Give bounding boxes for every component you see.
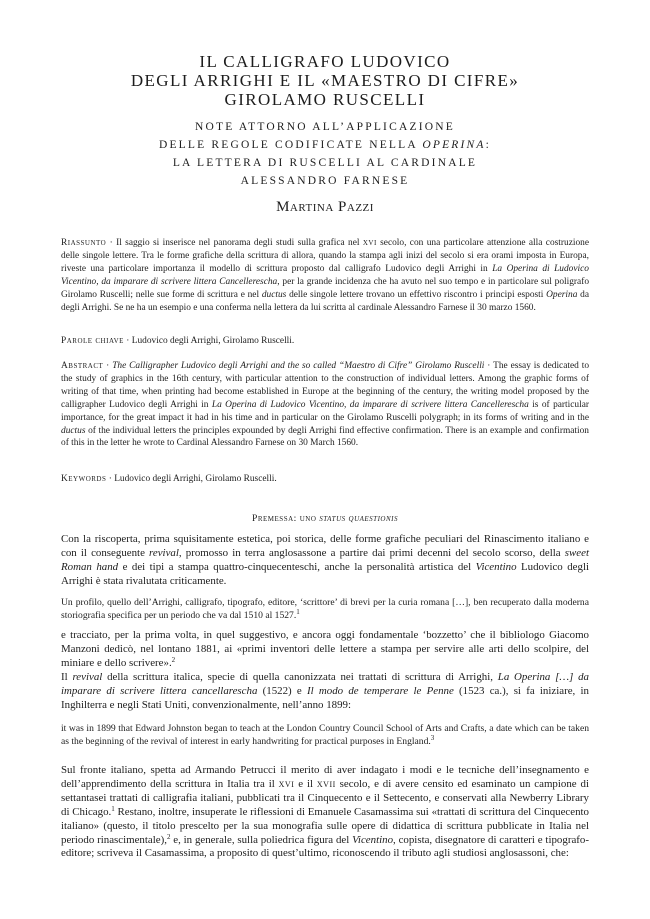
abstract-paragraph [61,360,589,450]
keywords-paragraph [61,473,589,486]
riassunto-text-a: Il saggio si inserisce nel panorama degli studi sulla grafica nel [116,238,363,248]
title-line-2: DEGLI ARRIGHI E IL «MAESTRO DI CIFRE» [130,71,520,90]
para1-text-a: Con la riscoperta, prima squisitamente estetica, poi storica, delle forme grafiche peculiari del Rinascimento italiano e con il conseguente [61,533,589,559]
para1-text-b: , promosso in terra anglosassone a partire dai primi decenni del secolo scorso, della [178,546,565,559]
abstract-text-c: of the individual letters the principles expounded by degli Arrighi find effective confirmation. There is an example and confirmation of this in the letter he wrote to Cardinal Alessandro Farnese on 30 March 1560. [61,425,589,449]
parole-chiave-paragraph [61,335,589,348]
subtitle-line-2 [0,136,650,154]
quote-paragraph-1 [61,597,589,622]
riassunto-text-b: secolo, con una particolare attenzione alla costruzione delle singole lettere. Tra le forme grafiche della scrittura di allora, quando la stampa agli inizi del secolo si era orami imposta in Europa, riveste una particolare importanza il modello di scrittura proposto dal calligrafo Ludovico degli Arrighi in [61,238,589,274]
para5-text-f: , copista, disegnatore di caratteri e tipografo-editore; scriveva il Casamassima, a proposito di quest’ultimo, riconoscendo il tributo agli studiosi anglosassoni, che: [61,833,589,860]
para4-modo-title: Il modo de temperare le Penne [307,684,454,697]
abstract-label: Abstract [61,361,104,371]
para4-text-a: Il [61,670,73,683]
title-line-3: GIROLAMO RUSCELLI [224,90,426,109]
riassunto-operina-title: La Operina di Ludovico Vicentino, da imparare di scrivere littera Cancellerescha [61,263,589,287]
para5-text-c: secolo, e di avere censito ed esaminato un campione di settantasei trattati di calligrafia italiani, pubblicati tra il Cinquecento e il Settecento, e conservati alla Newberry Library di Chicago. [61,777,589,818]
parole-chiave-separator: · [123,336,132,346]
footnote-ref-5: 2 [166,832,171,841]
riassunto-century: xvi [362,238,377,248]
author-name: Martina Pazzi [276,199,374,215]
subtitle-colon: : [485,139,492,151]
riassunto-ductus: ductus [261,289,287,300]
section-heading-premessa [0,513,650,524]
para4-text-b: della scrittura italica, specie di quella canonizzata nei trattati di scrittura di Arrighi, [102,670,498,683]
footnote-ref-1: 1 [296,607,300,616]
riassunto-text-e: da degli Arrighi. Se ne ha un esempio e una conferma nella lettera da lui scritta al cardinale Alessandro Farnese il 30 marzo 1560. [61,289,589,313]
para1-sweet-roman-hand: sweet Roman hand [61,546,589,573]
parole-chiave-label: Parole chiave [61,336,124,346]
body-paragraph-2 [61,629,589,712]
para5-century-xvi: xvi [278,777,295,790]
subtitle-line-4: ALESSANDRO FARNESE [240,175,410,187]
body-paragraph-1 [61,533,589,589]
footnote-ref-2: 2 [171,655,176,664]
subtitle-line-3: LA LETTERA DI RUSCELLI AL CARDINALE [172,157,478,169]
para4-text-d: (1523 ca.), si fa iniziare, in Inghilterra e negli Stati Uniti, convenzionalmente, nell’anno 1899: [61,684,590,711]
keywords-text: Ludovico degli Arrighi, Girolamo Ruscelli. [114,474,277,484]
quote-paragraph-2 [61,723,589,748]
para5-text-d: Restano, inoltre, insuperate le riflessioni di Emanuele Casamassima sui «trattati di scrittura del Cinquecento italiano» (questo, il titolo prescelto per la sua monografia sulle opere di didattica di scrittura pubblicate in Italia nel periodo rinascimentale), [61,805,589,846]
riassunto-label: Riassunto [61,238,107,248]
subtitle-line-2-text: DELLE REGOLE CODIFICATE NELLA [158,139,423,151]
riassunto-text-d: delle singole lettere trovano un effettivo riscontro i principi esposti [286,289,547,300]
riassunto-paragraph [61,237,589,314]
subtitle-operina: OPERINA [422,139,486,151]
para5-vicentino: Vicentino [352,833,394,846]
para3-text: e tracciato, per la prima volta, in quel suggestivo, e ancora oggi fondamentale ‘bozzetto’ che il bibliologo Giacomo Manzoni dedicò, nel lontano 1881, ai «primi inventori delle lettere a stampa per servire alle arti dello scolpire, del miniare e dello scrivere». [61,629,589,669]
keywords-separator: · [106,474,115,484]
para4-text-c: (1522) e [257,684,308,697]
riassunto-text-c: , per la grande incidenza che ha avuto nel suo tempo e in particolare sul poligrafo Girolamo Ruscelli; nelle sue forme di scrittura e nel [61,276,590,300]
article-subtitle [0,118,650,190]
abstract-operina-title: La Operina di Ludovico Vicentino, da imparare di scrivere littera Cancellerescha [211,399,529,410]
para5-text-b: e il [294,777,317,790]
title-line-1: IL CALLIGRAFO LUDOVICO [199,52,451,71]
abstract-text-b: is of particular importance, for the great impact it had in his time and in particular on the Girolamo Ruscelli polygraph; in its forms of writing and in the [61,399,589,423]
footnote-ref-3: 3 [430,733,435,742]
body-paragraph-3 [61,764,589,861]
quote-text: it was in 1899 that Edward Johnston began to teach at the London Country Council School of Arts and Crafts, a date which can be taken as the beginning of the revival of interest in early handwriting for practical purposes in England. [61,723,589,747]
abstract-ductus: ductus [61,425,86,436]
para1-revival: revival [149,546,179,559]
riassunto-separator: · [106,238,117,248]
para1-text-d: Ludovico degli Arrighi è stata rivalutata criticamente. [61,560,589,587]
subtitle-line-1: NOTE ATTORNO ALL’APPLICAZIONE [195,121,455,133]
parole-chiave-text: Ludovico degli Arrighi, Girolamo Ruscelli. [131,336,295,346]
premessa-status-quaestionis: status quaestionis [319,513,398,524]
abstract-title: The Calligrapher Ludovico degli Arrighi and the so called “Maestro di Cifre” Girolamo Ruscelli [112,361,485,371]
article-title [0,52,650,109]
para1-vicentino: Vicentino [475,560,517,573]
abstract-text-a: · The essay is dedicated to the study of graphics in the 16th century, with particular attention to the construction of individual letters. Among the graphic forms of writing of that time, when printing had become established in Europe at the beginning of the century, the writing model proposed by the calligrapher Ludovico degli Arrighi in [61,361,590,410]
para1-text-c: e dei tipi a stampa quattro-cinquecenteschi, anche la personalità artistica del [118,560,476,573]
premessa-label: Premessa: uno [252,513,320,524]
keywords-label: Keywords [61,474,107,484]
footnote-ref-4: 1 [111,804,115,813]
abstract-separator: · [103,361,113,371]
riassunto-operina: Operina [546,289,578,300]
para4-operina-title: La Operina […] da imparare di scrivere littera cancellarescha [61,670,589,697]
para5-text-a: Sul fronte italiano, spetta ad Armando Petrucci il merito di aver indagato i modi e le tecniche dell’insegnamento e dell’apprendimento della scrittura in Italia tra il [61,764,589,790]
para4-revival: revival [72,670,103,683]
para5-text-e: e, in generale, sulla poliedrica figura del [170,833,353,846]
para5-century-xvii: xvii [316,777,336,790]
para2-text: Un profilo, quello dell’Arrighi, calligrafo, tipografo, editore, ‘scrittore’ di brevi per la curia romana […], ben recuperato dalla moderna storiografia specifica per un periodo che va dal 1510 al 1527. [61,597,589,621]
